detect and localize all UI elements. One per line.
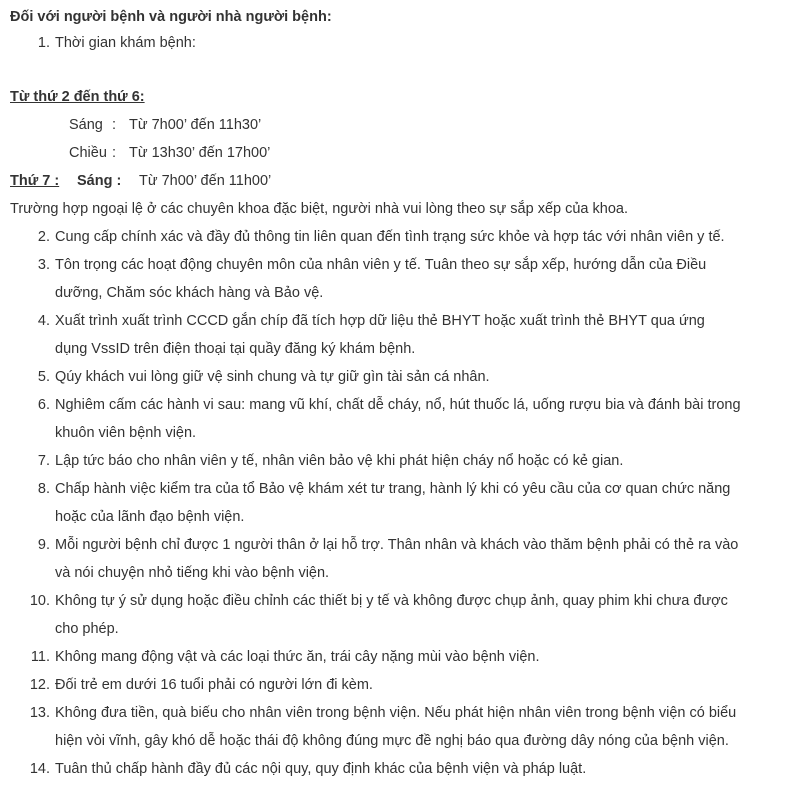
list-item-number: 6.	[37, 397, 50, 413]
list-item-text: Qúy khách vui lòng giữ vệ sinh chung và tự giữ gìn tài sản cá nhân.	[55, 369, 490, 385]
weekday-afternoon-time: Từ 13h30’ đến 17h00’	[129, 145, 271, 161]
list-item-number: 9.	[37, 537, 50, 553]
list-item-text-continued: hiện vòi vĩnh, gây khó dễ hoặc thái độ không đúng mực đề nghị báo qua đường dây nóng của bệnh viện.	[55, 733, 729, 749]
list-item-text: Xuất trình xuất trình CCCD gắn chíp đã tích hợp dữ liệu thẻ BHYT hoặc xuất trình thẻ BHYT qua ứng	[55, 313, 705, 329]
list-item-text: Không đưa tiền, quà biếu cho nhân viên trong bệnh viện. Nếu phát hiện nhân viên trong bệnh viện có biểu	[55, 705, 737, 721]
list-item-text: Không mang động vật và các loại thức ăn, trái cây nặng mùi vào bệnh viện.	[55, 649, 540, 665]
list-item-text: Đối trẻ em dưới 16 tuổi phải có người lớn đi kèm.	[55, 677, 373, 693]
list-item-number: 14.	[29, 761, 50, 777]
list-item-number: 12.	[29, 677, 50, 693]
list-item-text: Tuân thủ chấp hành đầy đủ các nội quy, quy định khác của bệnh viện và pháp luật.	[55, 761, 587, 777]
list-item-number: 10.	[29, 593, 50, 609]
list-item-text-continued: và nói chuyện nhỏ tiếng khi vào bệnh viện.	[55, 565, 330, 581]
list-item-1	[10, 35, 780, 55]
weekday-morning-sep: :	[112, 117, 117, 133]
saturday-morning-label: Sáng :	[77, 173, 122, 189]
saturday-morning-time: Từ 7h00’ đến 11h00’	[139, 173, 272, 189]
weekday-afternoon-sep: :	[112, 145, 117, 161]
list-item-text: Lập tức báo cho nhân viên y tế, nhân viên bảo vệ khi phát hiện cháy nổ hoặc có kẻ gian.	[55, 453, 624, 469]
weekday-morning-label: Sáng	[69, 117, 103, 133]
list-item-text-continued: hoặc của lãnh đạo bệnh viện.	[55, 509, 245, 525]
list-item-number: 4.	[37, 313, 50, 329]
list-item-text: Mỗi người bệnh chỉ được 1 người thân ở lại hỗ trợ. Thân nhân và khách vào thăm bệnh phải có thẻ ra vào	[55, 537, 739, 553]
page-heading: Đối với người bệnh và người nhà người bệnh:	[10, 9, 332, 25]
exception-note: Trường hợp ngoại lệ ở các chuyên khoa đặc biệt, người nhà vui lòng theo sự sắp xếp của khoa.	[10, 201, 628, 217]
list-item-text-continued: cho phép.	[55, 621, 119, 637]
list-item-number: 8.	[37, 481, 50, 497]
list-item-text: Tôn trọng các hoạt động chuyên môn của nhân viên y tế. Tuân theo sự sắp xếp, hướng dẫn của Điều	[55, 257, 707, 273]
weekday-schedule-title: Từ thứ 2 đến thứ 6:	[10, 89, 145, 105]
list-item-text: Không tự ý sử dụng hoặc điều chỉnh các thiết bị y tế và không được chụp ảnh, quay phim khi chưa được	[55, 593, 728, 609]
list-item-text-continued: dụng VssID trên điện thoại tại quầy đăng ký khám bệnh.	[55, 341, 416, 357]
list-item-number: 2.	[37, 229, 50, 245]
saturday-schedule-title: Thứ 7 :	[10, 173, 60, 189]
list-item-number: 11.	[30, 649, 50, 665]
list-item-text: Nghiêm cấm các hành vi sau: mang vũ khí, chất dễ cháy, nổ, hút thuốc lá, uống rượu bia và đánh bài trong	[55, 397, 741, 413]
list-item-text: Cung cấp chính xác và đầy đủ thông tin liên quan đến tình trạng sức khỏe và hợp tác với nhân viên y tế.	[55, 229, 725, 245]
weekday-afternoon-label: Chiều	[69, 145, 107, 161]
list-item-number: 3.	[37, 257, 50, 273]
list-item-number: 7.	[37, 453, 50, 469]
weekday-morning-time: Từ 7h00’ đến 11h30’	[129, 117, 262, 133]
list-item-number: 5.	[37, 369, 50, 385]
list-item-text-continued: dưỡng, Chăm sóc khách hàng và Bảo vệ.	[55, 285, 324, 301]
list-item-number: 13.	[29, 705, 50, 721]
list-item-number: 1.	[37, 35, 50, 51]
list-item-text-continued: khuôn viên bệnh viện.	[55, 425, 197, 441]
list-item-text: Thời gian khám bệnh:	[55, 35, 196, 51]
list-item-text: Chấp hành việc kiểm tra của tổ Bảo vệ khám xét tư trang, hành lý khi có yêu cầu của cơ quan chức năng	[55, 481, 731, 497]
